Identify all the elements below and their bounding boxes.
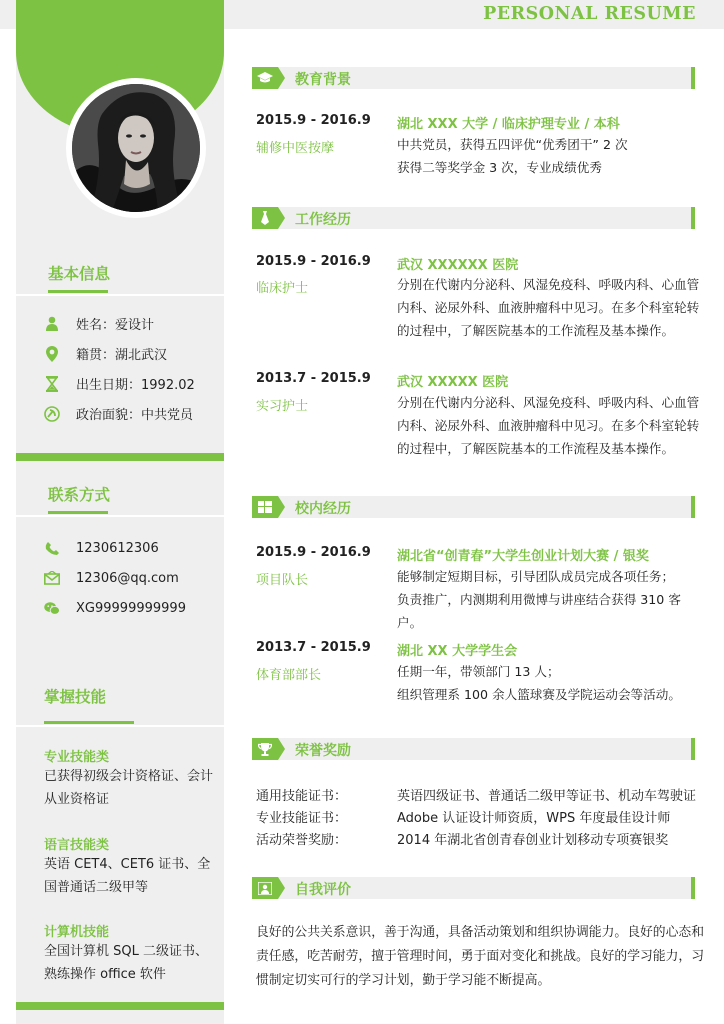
phone-icon [44, 540, 60, 556]
resume-title: PERSONAL RESUME [483, 4, 696, 24]
skills-underline [44, 721, 134, 724]
wechat-icon [44, 600, 60, 616]
user-card-icon [252, 877, 278, 899]
info-birthdate [44, 374, 195, 393]
section-bar [691, 67, 695, 89]
skill-group-title: 语言技能类 [44, 838, 110, 853]
tie-icon [252, 207, 278, 229]
entry-org: 武汉 XXXXXX 医院 [397, 258, 519, 273]
sidebar-band [16, 453, 224, 461]
divider [16, 725, 224, 727]
section-self-title: 自我评价 [295, 882, 351, 898]
info-political-text: 政治面貌：中共党员 [76, 408, 194, 423]
award-value: 2014 年湖北省创青春创业计划移动专项赛银奖 [397, 833, 669, 848]
section-campus-header [252, 496, 695, 518]
basic-info-heading: 基本信息 [48, 265, 111, 283]
sidebar-footer-band [16, 1002, 224, 1010]
info-birthdate-text: 出生日期：1992.02 [76, 378, 195, 393]
section-self-header [252, 877, 695, 899]
contact-email-text: 12306@qq.com [76, 570, 179, 586]
award-label: 专业技能证书： [256, 811, 348, 826]
person-icon [44, 316, 60, 332]
entry-role: 实习护士 [256, 399, 309, 414]
skill-group-text: 全国计算机 SQL 二级证书、熟练操作 office 软件 [44, 944, 208, 982]
portrait-image [72, 84, 200, 212]
section-bar [691, 207, 695, 229]
entry-desc-line: 分别在代谢内分泌科、风湿免疫科、呼吸内科、心血管 [397, 395, 700, 410]
entry-role: 辅修中医按摩 [256, 141, 335, 156]
windows-grid-icon [252, 496, 278, 518]
contact-phone-text: 1230612306 [76, 540, 159, 556]
info-hometown-text: 籍贯：湖北武汉 [76, 348, 168, 363]
entry-desc-line: 能够制定短期目标，引导团队成员完成各项任务； [397, 569, 675, 584]
divider [16, 294, 224, 296]
entry-desc-line: 内科、泌尿外科、血液肿瘤科中见习。在多个科室轮转 [397, 300, 700, 315]
award-label: 活动荣誉奖励： [256, 833, 348, 848]
contact-underline [48, 511, 108, 514]
info-name [44, 314, 154, 333]
entry-desc-line: 获得二等奖学金 3 次，专业成绩优秀 [397, 160, 602, 175]
section-work-header [252, 207, 695, 229]
entry-role: 项目队长 [256, 573, 309, 588]
entry-desc-line: 分别在代谢内分泌科、风湿免疫科、呼吸内科、心血管 [397, 277, 700, 292]
skill-group-title: 计算机技能 [44, 925, 110, 940]
section-education-title: 教育背景 [295, 72, 351, 88]
entry-desc-line: 的过程中，了解医院基本的工作流程及基本操作。 [397, 441, 675, 456]
skill-group-text: 英语 CET4、CET6 证书、全国普通话二级甲等 [44, 857, 211, 895]
award-value: Adobe 认证设计师资质，WPS 年度最佳设计师 [397, 811, 671, 826]
section-awards-title: 荣誉奖励 [295, 743, 351, 759]
entry-date: 2013.7 - 2015.9 [256, 371, 371, 386]
entry-desc-line: 任期一年，带领部门 13 人； [397, 664, 560, 679]
avatar [72, 84, 200, 212]
contact-wechat [44, 600, 186, 616]
contact-phone [44, 540, 159, 556]
graduation-cap-icon [252, 67, 278, 89]
section-bar [691, 877, 695, 899]
section-campus-title: 校内经历 [295, 501, 351, 517]
entry-desc-line: 负责推广，内测期利用微博与讲座结合获得 310 客户。 [397, 592, 681, 630]
entry-org: 湖北 XXX 大学 / 临床护理专业 / 本科 [397, 117, 620, 132]
entry-desc [397, 133, 702, 179]
entry-org: 武汉 XXXXX 医院 [397, 375, 509, 390]
entry-role: 体育部部长 [256, 668, 322, 683]
contact-heading: 联系方式 [48, 486, 111, 504]
entry-desc-line: 中共党员，获得五四评优“优秀团干” 2 次 [397, 137, 628, 152]
info-hometown [44, 344, 167, 363]
basic-info-underline [48, 290, 108, 293]
entry-date: 2015.9 - 2016.9 [256, 113, 371, 128]
section-work-title: 工作经历 [295, 212, 351, 228]
section-bar [691, 738, 695, 760]
entry-date: 2013.7 - 2015.9 [256, 640, 371, 655]
contact-email [44, 570, 179, 586]
entry-date: 2015.9 - 2016.9 [256, 254, 371, 269]
info-name-text: 姓名：爱设计 [76, 318, 155, 333]
entry-desc-line: 组织管理系 100 余人篮球赛及学院运动会等活动。 [397, 687, 681, 702]
trophy-icon [252, 738, 278, 760]
entry-desc [397, 391, 702, 460]
skills-heading: 掌握技能 [44, 688, 107, 706]
section-awards-header [252, 738, 695, 760]
entry-desc [397, 565, 702, 634]
section-bar [691, 496, 695, 518]
divider [16, 515, 224, 517]
entry-role: 临床护士 [256, 281, 309, 296]
award-label: 通用技能证书： [256, 789, 348, 804]
party-emblem-icon [44, 406, 60, 422]
entry-date: 2015.9 - 2016.9 [256, 545, 371, 560]
location-pin-icon [44, 346, 60, 362]
award-value: 英语四级证书、普通话二级甲等证书、机动车驾驶证 [397, 789, 697, 804]
contact-wechat-text: XG99999999999 [76, 600, 186, 616]
section-education-header [252, 67, 695, 89]
skill-group-text: 已获得初级会计资格证、会计从业资格证 [44, 769, 214, 807]
entry-desc [397, 660, 702, 706]
entry-org: 湖北 XX 大学学生会 [397, 644, 518, 659]
info-political [44, 404, 193, 423]
entry-desc-line: 的过程中，了解医院基本的工作流程及基本操作。 [397, 323, 675, 338]
entry-desc [397, 273, 702, 342]
sidebar [16, 0, 224, 1024]
hourglass-icon [44, 376, 60, 392]
entry-desc-line: 内科、泌尿外科、血液肿瘤科中见习。在多个科室轮转 [397, 418, 700, 433]
skill-group-title: 专业技能类 [44, 750, 110, 765]
self-evaluation-text: 良好的公共关系意识，善于沟通，具备活动策划和组织协调能力。良好的心态和责任感，吃苦耐劳，擅于管理时间，勇于面对变化和挑战。良好的学习能力，习惯制定切实可行的学习计划，勤于学习能不断提高。 [256, 925, 704, 988]
mail-icon [44, 570, 60, 586]
entry-org: 湖北省“创青春”大学生创业计划大赛 / 银奖 [397, 549, 649, 564]
